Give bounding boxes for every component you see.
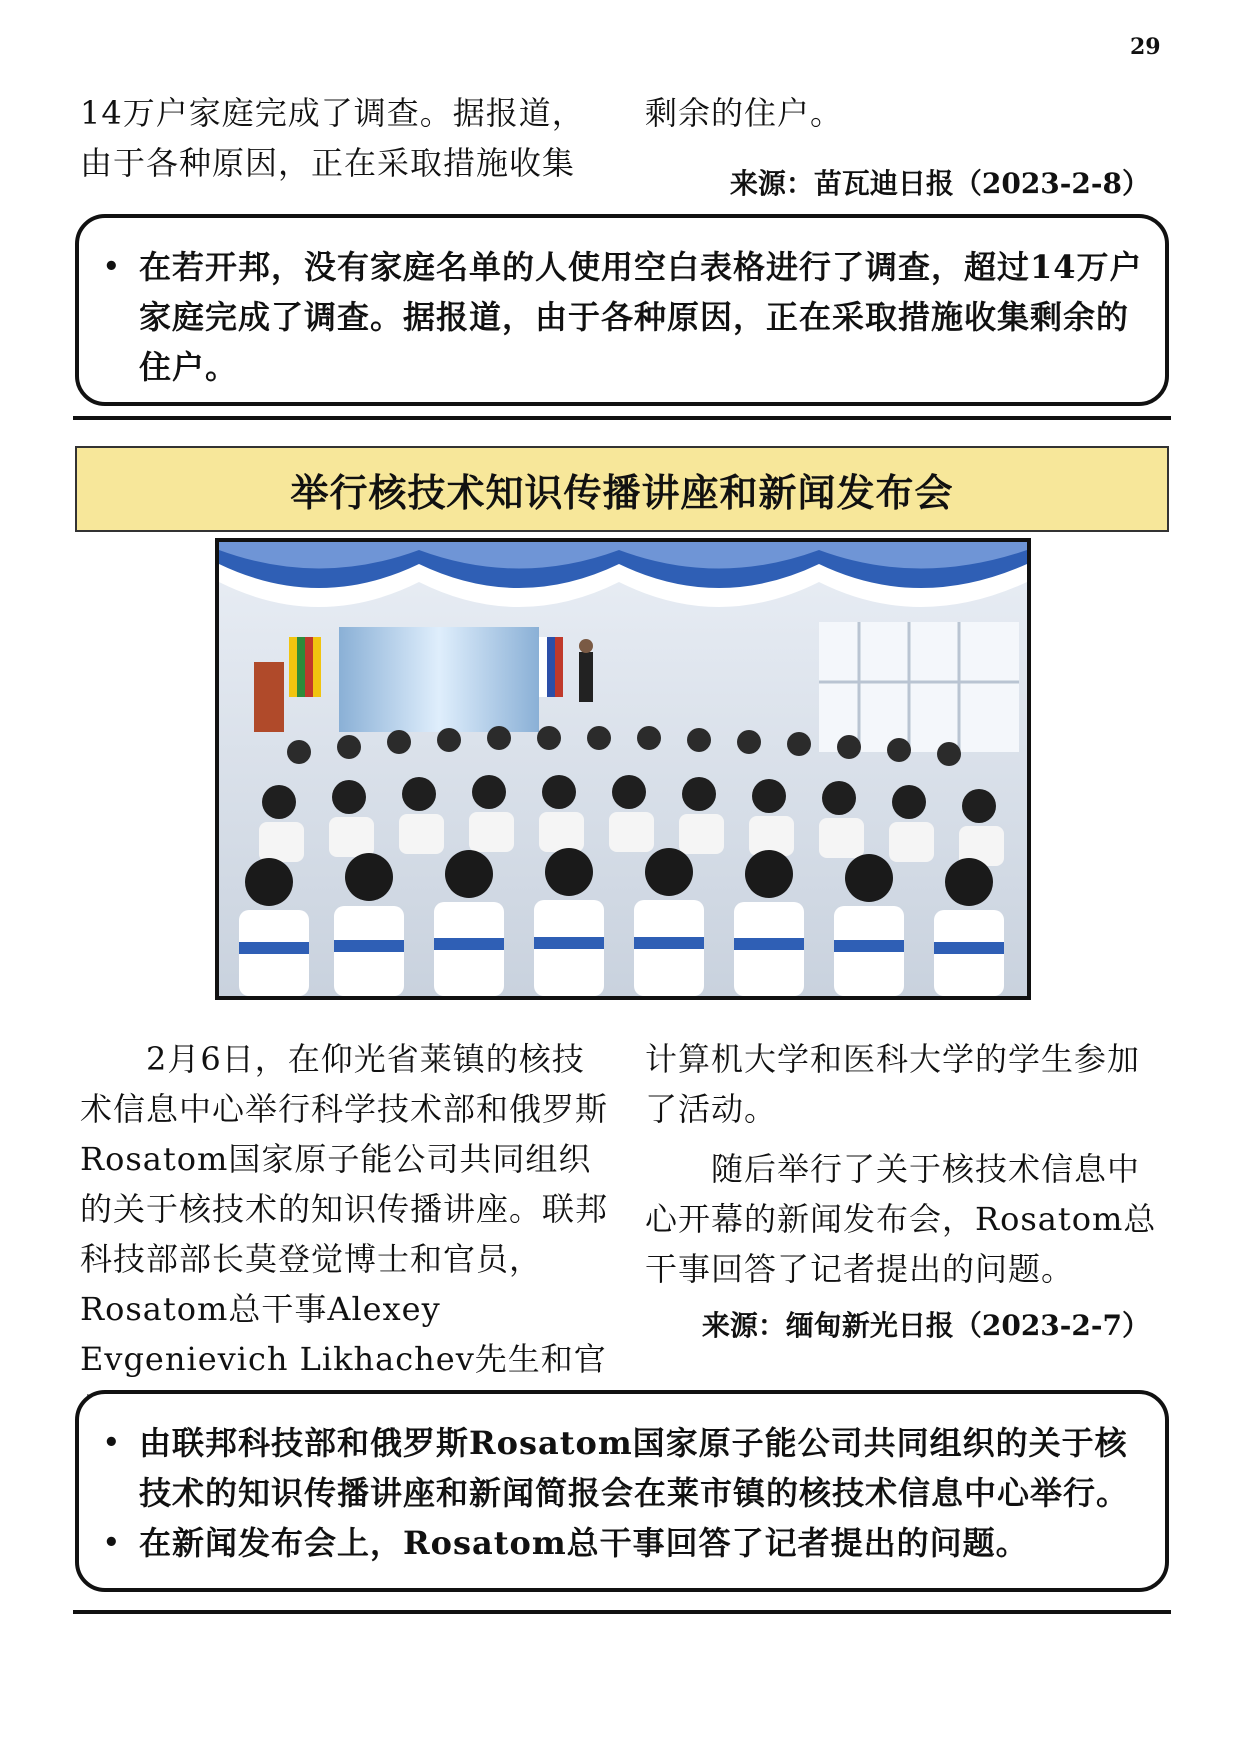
article-paragraph-3: 随后举行了关于核技术信息中心开幕的新闻发布会，Rosatom总干事回答了记者提出的问题。 [645, 1150, 1157, 1288]
continued-text-left [80, 88, 610, 188]
continued-paragraph-right: 剩余的住户。 [645, 94, 844, 132]
article-paragraph-1: 2月6日，在仰光省莱镇的核技术信息中心举行科学技术部和俄罗斯Rosatom国家原子能公司共同组织的关于核技术的知识传播讲座。联邦科技部部长莫登觉博士和官员，Rosatom总干事Alexey Evgenievich Likhachev先生和官 [80, 1040, 609, 1378]
article-right-column [645, 1034, 1165, 1294]
press-conference-photo [215, 538, 1031, 1000]
summary-item-text: 在新闻发布会上，Rosatom总干事回答了记者提出的问题。 [139, 1524, 1029, 1562]
source-citation-1: 来源：苗瓦迪日报（2023-2-8） [729, 167, 1150, 200]
article-left-column [80, 1034, 610, 1434]
article-paragraph-2: 计算机大学和医科大学的学生参加了活动。 [645, 1040, 1141, 1128]
summary-item [89, 1418, 1149, 1518]
bullet-icon: • [103, 1528, 121, 1558]
summary-list-1 [89, 242, 1149, 392]
bullet-icon: • [103, 1428, 121, 1458]
summary-list-2 [89, 1418, 1149, 1568]
page-number: 29 [1130, 34, 1161, 60]
continued-paragraph-left: 14万户家庭完成了调查。据报道，由于各种原因，正在采取措施收集 [80, 94, 585, 182]
article-title: 举行核技术知识传播讲座和新闻发布会 [75, 446, 1169, 532]
summary-box-2 [75, 1390, 1169, 1592]
source-citation-2: 来源：缅甸新光日报（2023-2-7） [701, 1309, 1150, 1342]
section-divider-2 [73, 1610, 1171, 1614]
summary-item [89, 242, 1149, 392]
bullet-icon: • [103, 252, 121, 282]
summary-item-text: 在若开邦，没有家庭名单的人使用空白表格进行了调查，超过14万户家庭完成了调查。据报道，由于各种原因，正在采取措施收集剩余的住户。 [139, 248, 1143, 386]
summary-item-text: 由联邦科技部和俄罗斯Rosatom国家原子能公司共同组织的关于核技术的知识传播讲座和新闻简报会在莱市镇的核技术信息中心举行。 [139, 1424, 1130, 1512]
section-divider-1 [73, 416, 1171, 420]
continued-text-right [645, 88, 1165, 138]
summary-box-1 [75, 214, 1169, 406]
summary-item [89, 1518, 1149, 1568]
